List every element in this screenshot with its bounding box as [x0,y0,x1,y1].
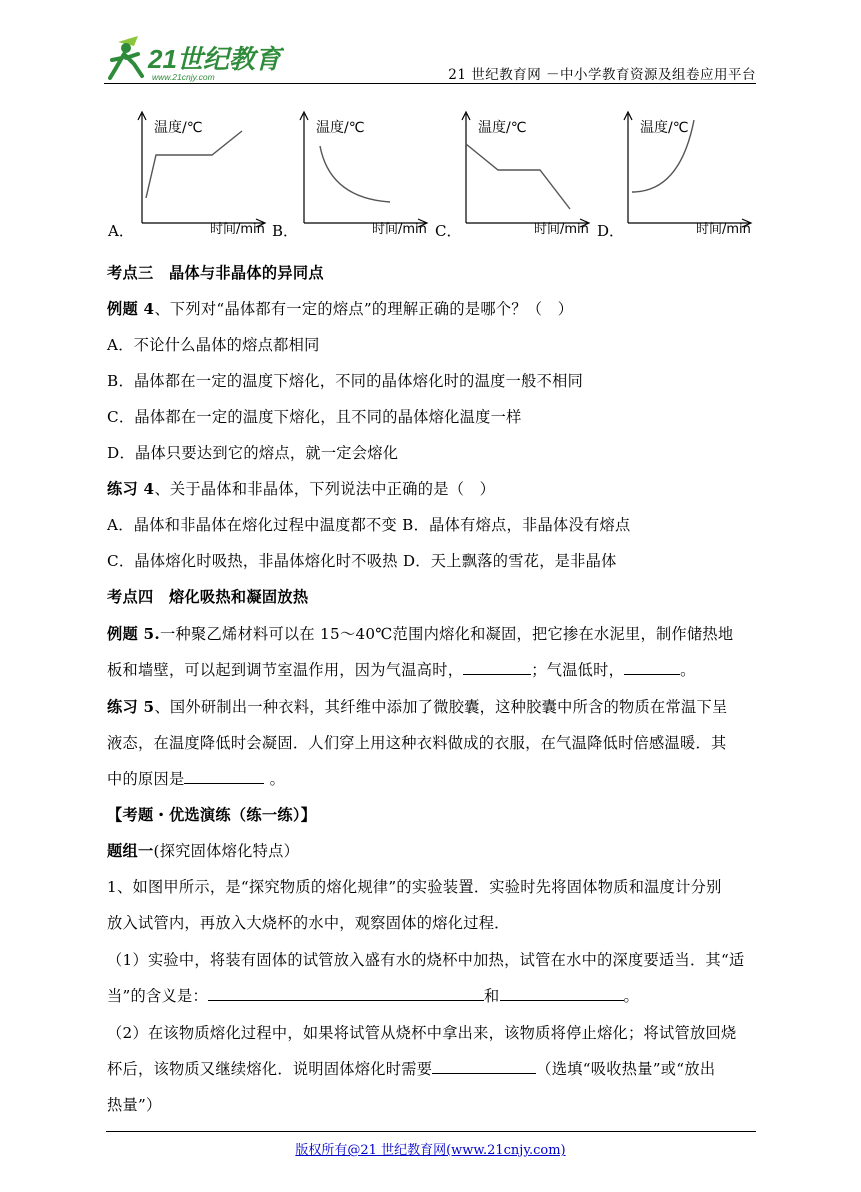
header-site-name: 21 世纪教育网 －中小学教育资源及组卷应用平台 [448,67,756,83]
option-a-label: A． [108,222,134,240]
question-1-part-1-line-2 [107,985,639,1006]
question-1-part-1-text-a: 当”的含义是： [107,987,208,1005]
graph-d-ylabel: 温度/℃ [640,120,689,136]
option-d-label: D． [597,222,625,240]
graph-c [452,108,592,238]
practice-4-options-cd: C．晶体熔化时吸热，非晶体熔化时不吸热 D．天上飘落的雪花，是非晶体 [107,552,617,570]
example-5-blank-1[interactable] [463,660,531,675]
practice-5-line-3 [107,768,285,789]
logo-text: 21世纪教育 [148,44,281,74]
section-title: 【考题・优选演练（练一练）】 [107,806,317,824]
example-5-text-2a: 板和墙壁，可以起到调节室温作用，因为气温高时， [107,661,464,679]
graph-a-xlabel: 时间/min [210,222,265,237]
question-1-part-2-text-a: 杯后，该物质又继续熔化．说明固体熔化时需要 [107,1060,433,1078]
practice-5-line-1 [107,696,727,717]
example-5-text-2c: 。 [680,661,696,679]
graph-d-xlabel: 时间/min [696,222,751,237]
header-divider [104,83,756,84]
question-1-part-1-text-b: 和 [484,987,500,1005]
practice-5-line-2: 液态，在温度降低时会凝固．人们穿上用这种衣料做成的衣服，在气温降低时倍感温暖．其 [107,734,727,752]
question-1-part-2-line-2 [107,1058,715,1079]
example-5-line-2 [107,659,696,680]
question-1-line-1: 1、如图甲所示，是“探究物质的熔化规律”的实验装置．实验时先将固体物质和温度计分别 [107,878,722,896]
example-4-question [107,298,573,319]
question-1-line-2: 放入试管内，再放入大烧杯的水中，观察固体的熔化过程． [107,914,510,932]
example-4-option-a: A．不论什么晶体的熔点都相同 [107,336,320,354]
graph-b-ylabel: 温度/℃ [316,120,365,136]
graph-b-xlabel: 时间/min [372,222,427,237]
example-5-text-1: 一种聚乙烯材料可以在 15～40℃范围内熔化和凝固，把它掺在水泥里，制作储热地 [160,625,734,643]
kd3-title: 考点三 晶体与非晶体的异同点 [107,264,324,282]
practice-4-label: 练习 4 [107,480,155,498]
example-4-label: 例题 4 [107,300,155,318]
practice-4-options-ab: A．晶体和非晶体在熔化过程中温度都不变 B．晶体有熔点，非晶体没有熔点 [107,516,631,534]
practice-4-question [107,478,495,499]
group-1-label: 题组一 [107,842,154,860]
example-5-text-2b: ；气温低时， [531,661,625,679]
option-b-label: B． [272,222,299,240]
practice-5-text-1: 、国外研制出一种衣料，其纤维中添加了微胶囊，这种胶囊中所含的物质在常温下呈 [154,698,728,716]
example-4-option-b: B．晶体都在一定的温度下熔化，不同的晶体熔化时的温度一般不相同 [107,372,584,390]
practice-4-text: 、关于晶体和非晶体，下列说法中正确的是（ ） [154,480,496,498]
question-1-part-1-blank-1[interactable] [208,986,484,1001]
kd4-title: 考点四 熔化吸热和凝固放热 [107,588,309,606]
question-1-part-1-line-1: （1）实验中，将装有固体的试管放入盛有水的烧杯中加热，试管在水中的深度要适当．其“适 [107,951,745,969]
example-4-option-d: D．晶体只要达到它的熔点，就一定会熔化 [107,444,399,462]
graph-d [614,108,754,238]
example-4-option-c: C．晶体都在一定的温度下熔化，且不同的晶体熔化温度一样 [107,408,522,426]
graph-c-xlabel: 时间/min [534,222,589,237]
example-5-blank-2[interactable] [624,660,680,675]
practice-5-label: 练习 5 [107,698,155,716]
question-1-part-1-blank-2[interactable] [500,986,624,1001]
graph-a [128,108,268,238]
graph-c-ylabel: 温度/℃ [478,120,527,136]
question-1-part-2-line-1: （2）在该物质熔化过程中，如果将试管从烧杯中拿出来，该物质将停止熔化；将试管放回烧 [107,1024,737,1042]
runner-icon [110,36,142,78]
graph-b [290,108,430,238]
example-4-text: 、下列对“晶体都有一定的熔点”的理解正确的是哪个？（ ） [154,300,574,318]
site-logo [104,28,284,84]
question-1-part-2-text-b: （选填“吸收热量”或“放出 [536,1060,716,1078]
practice-5-text-3a: 中的原因是 [107,770,185,788]
practice-5-blank[interactable] [184,769,264,784]
logo-url: www.21cnjy.com [152,72,215,82]
graph-a-ylabel: 温度/℃ [154,120,203,136]
footer-divider [106,1131,756,1132]
footer-copyright-link[interactable]: 版权所有@21 世纪教育网(www.21cnjy.com) [295,1143,566,1158]
question-1-part-2-line-3: 热量”） [107,1096,162,1114]
question-1-part-2-blank[interactable] [432,1059,536,1074]
example-5-label: 例题 5. [107,625,161,643]
group-1-text: (探究固体熔化特点） [153,842,300,860]
example-5-line-1 [107,623,733,644]
practice-5-text-3b: 。 [264,770,286,788]
question-1-part-1-text-c: 。 [623,987,639,1005]
group-1-heading [107,840,299,861]
option-c-label: C． [435,222,462,240]
